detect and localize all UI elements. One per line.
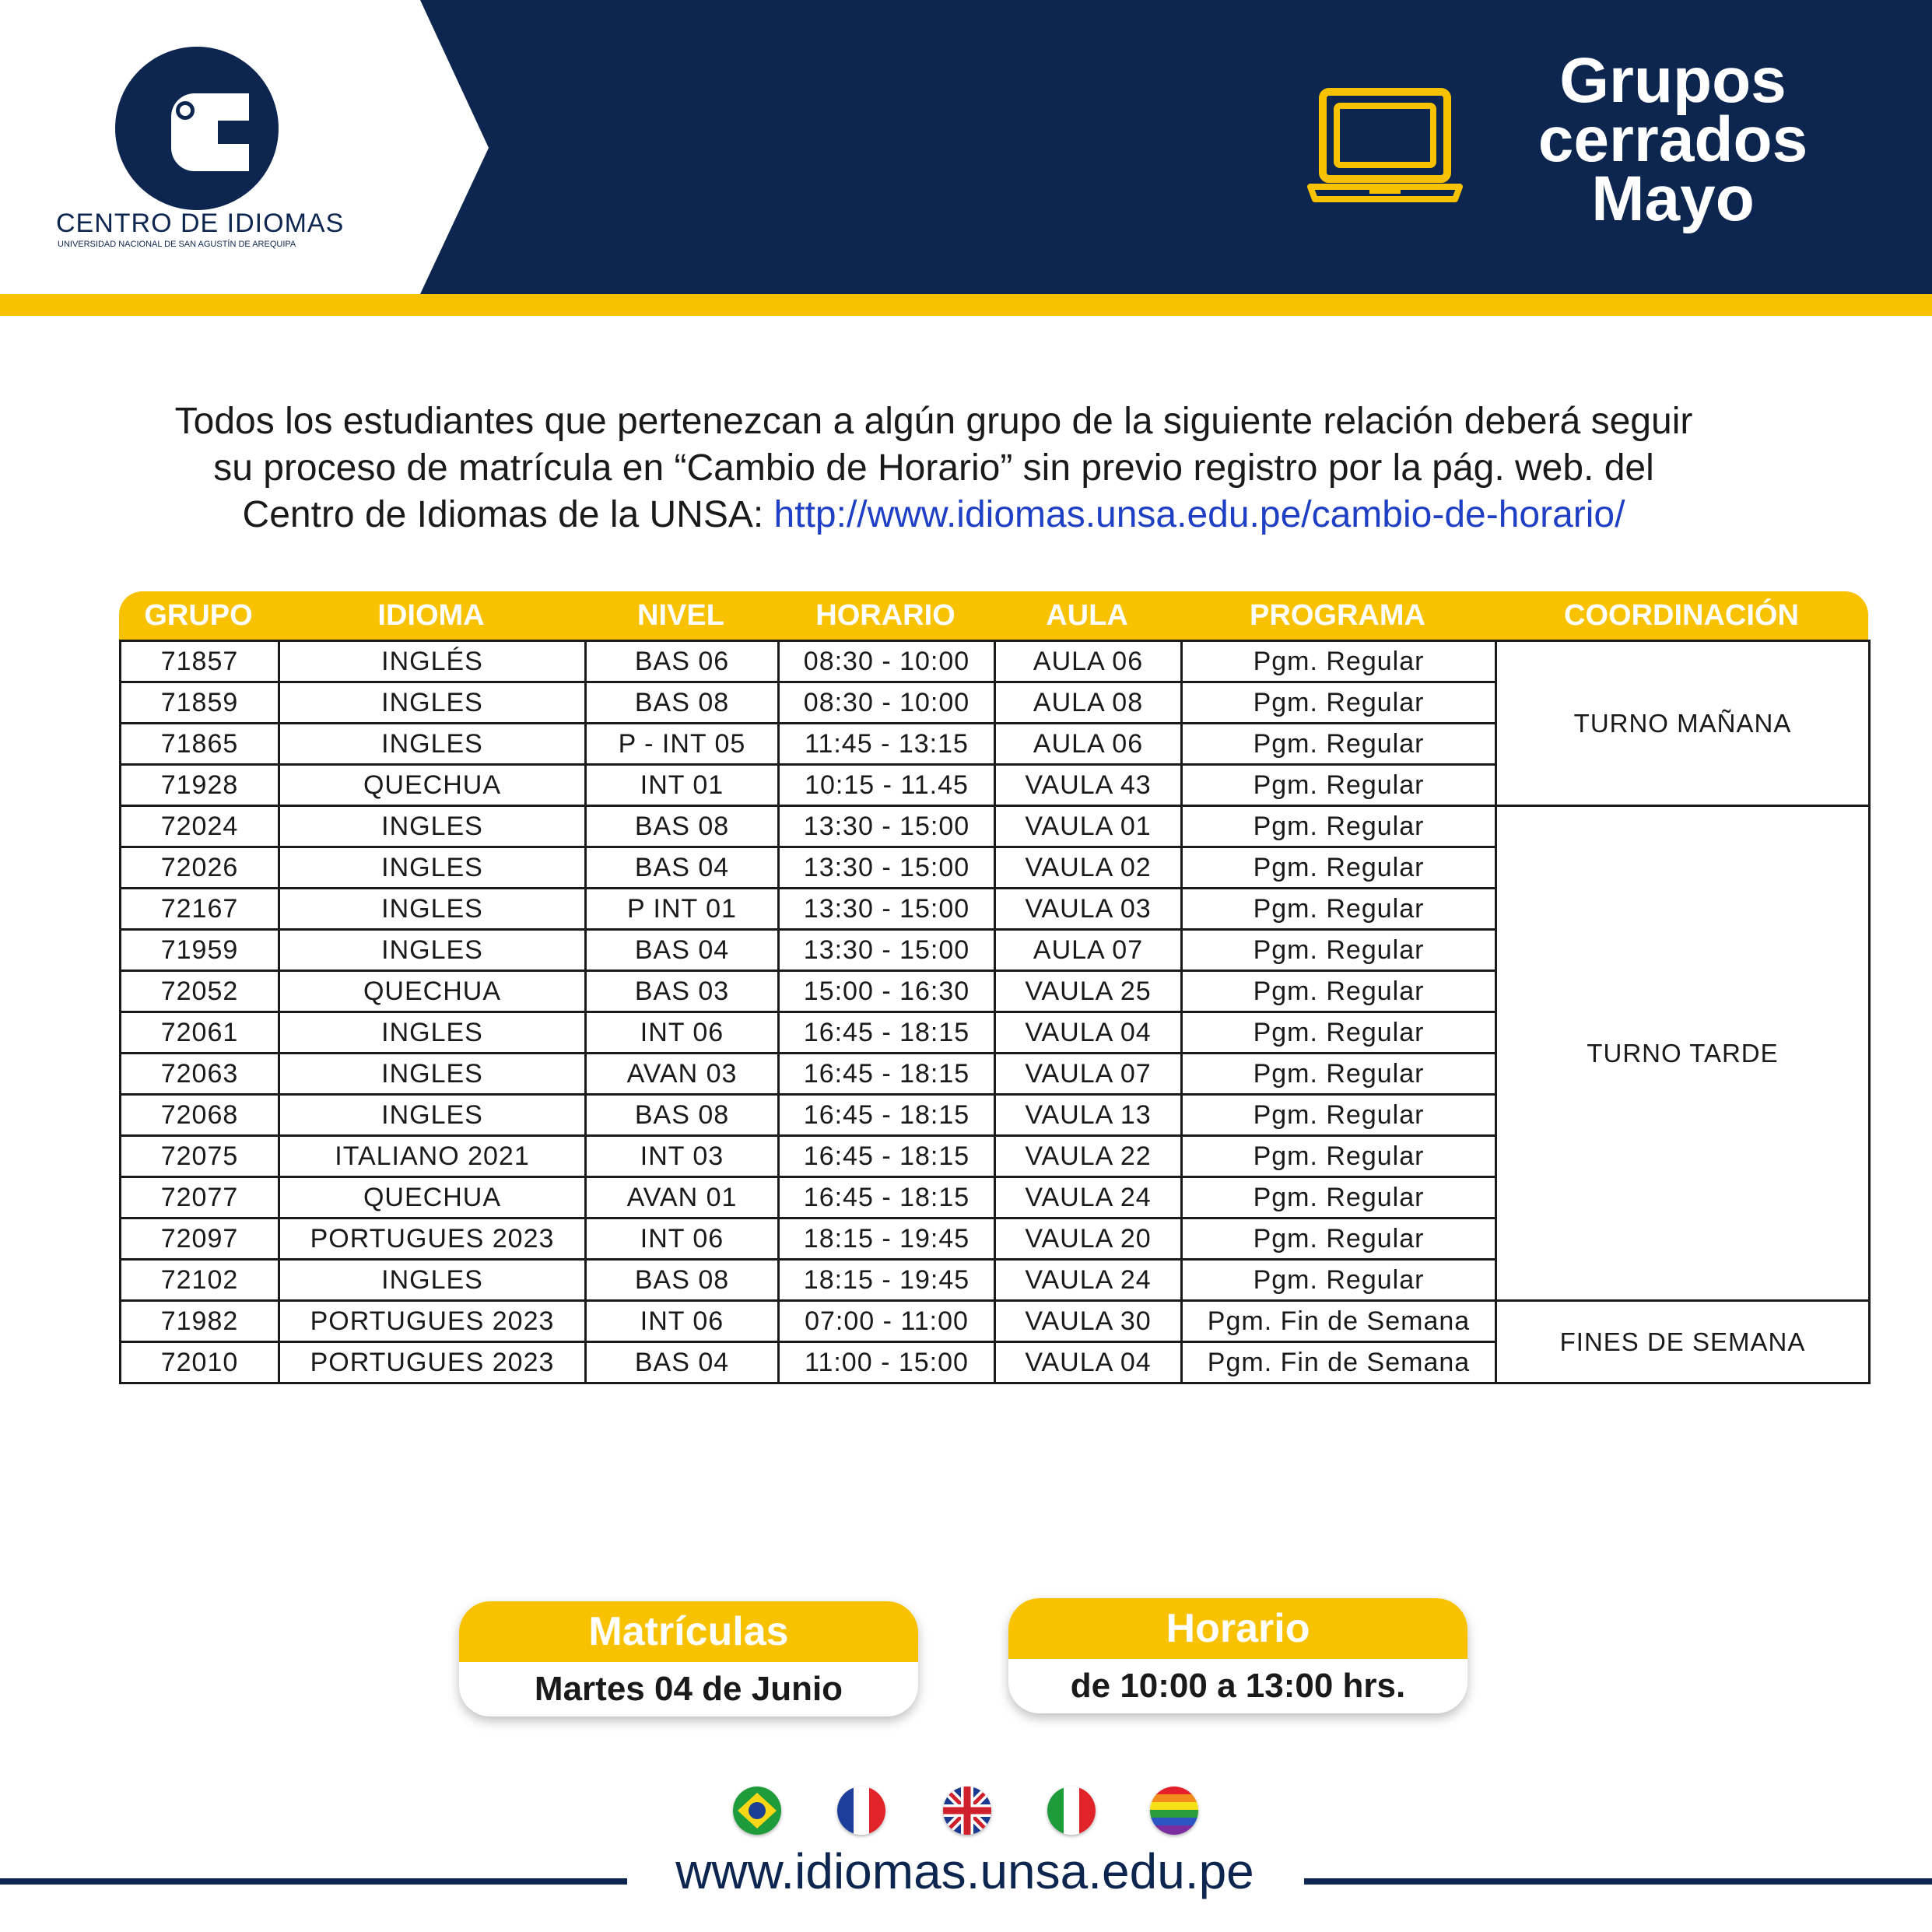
coordination-cell: TURNO TARDE [1496, 806, 1870, 1301]
table-cell: 72024 [121, 806, 279, 847]
column-header: COORDINACIÓN [1564, 599, 1799, 632]
table-cell: 72097 [121, 1218, 279, 1260]
table-cell: ITALIANO 2021 [279, 1136, 586, 1177]
table-row [121, 641, 1870, 682]
horario-card [1008, 1598, 1467, 1713]
logo-subtext: UNIVERSIDAD NACIONAL DE SAN AGUSTÍN DE AREQUIPA [58, 240, 296, 249]
table-cell: INT 06 [586, 1012, 779, 1054]
table-cell: VAULA 07 [995, 1054, 1182, 1095]
table-cell: BAS 04 [586, 847, 779, 889]
table-cell: Pgm. Regular [1182, 1012, 1496, 1054]
table-cell: BAS 04 [586, 1342, 779, 1383]
table-cell: 07:00 - 11:00 [779, 1301, 995, 1342]
table-header [119, 591, 1868, 640]
header-title [1478, 45, 1867, 234]
footer-website-link[interactable]: www.idiomas.unsa.edu.pe [675, 1843, 1254, 1899]
table-cell: QUECHUA [279, 765, 586, 806]
table-cell: 72068 [121, 1095, 279, 1136]
table-cell: BAS 08 [586, 806, 779, 847]
table-cell: QUECHUA [279, 1177, 586, 1218]
table-cell: INGLES [279, 1054, 586, 1095]
table-cell: 13:30 - 15:00 [779, 847, 995, 889]
table-cell: 71857 [121, 641, 279, 682]
table-cell: 13:30 - 15:00 [779, 930, 995, 971]
table-cell: VAULA 43 [995, 765, 1182, 806]
header-banner [0, 0, 1932, 294]
column-header: HORARIO [815, 599, 955, 632]
column-header: IDIOMA [377, 599, 485, 632]
table-cell: BAS 04 [586, 930, 779, 971]
table-cell: 71959 [121, 930, 279, 971]
table-cell: BAS 08 [586, 1260, 779, 1301]
table-cell: Pgm. Regular [1182, 1054, 1496, 1095]
intro-line-3 [93, 492, 1774, 538]
table-cell: VAULA 03 [995, 889, 1182, 930]
table-cell: INGLES [279, 930, 586, 971]
table-cell: Pgm. Regular [1182, 1260, 1496, 1301]
column-header: NIVEL [637, 599, 724, 632]
footer-line-left [0, 1878, 627, 1885]
table-cell: 72063 [121, 1054, 279, 1095]
matriculas-date: Martes 04 de Junio [534, 1670, 843, 1708]
intro-line-3-prefix: Centro de Idiomas de la UNSA: [242, 494, 774, 535]
table-body [119, 640, 1871, 1384]
table-cell: AULA 08 [995, 682, 1182, 724]
table-cell: INT 06 [586, 1218, 779, 1260]
table-cell: INGLES [279, 1260, 586, 1301]
title-line-3: Mayo [1591, 163, 1755, 234]
table-cell: INGLES [279, 847, 586, 889]
table-cell: 13:30 - 15:00 [779, 889, 995, 930]
table-row [121, 806, 1870, 847]
table-cell: 13:30 - 15:00 [779, 806, 995, 847]
table-cell: 72010 [121, 1342, 279, 1383]
intro-line-1: Todos los estudiantes que pertenezcan a algún grupo de la siguiente relación deberá seguir [174, 401, 1693, 442]
table-cell: 71928 [121, 765, 279, 806]
uk-flag-icon [943, 1786, 991, 1835]
table-cell: AULA 06 [995, 641, 1182, 682]
table-cell: 16:45 - 18:15 [779, 1095, 995, 1136]
table-cell: INGLES [279, 1095, 586, 1136]
table-cell: Pgm. Regular [1182, 806, 1496, 847]
logo-c-mark-icon [163, 93, 249, 171]
table-cell: 72052 [121, 971, 279, 1012]
table-cell: INT 06 [586, 1301, 779, 1342]
table-cell: 08:30 - 10:00 [779, 682, 995, 724]
table-cell: VAULA 25 [995, 971, 1182, 1012]
laptop-icon [1307, 87, 1463, 204]
table-cell: 11:45 - 13:15 [779, 724, 995, 765]
france-flag-icon [837, 1786, 885, 1835]
centro-idiomas-logo [47, 39, 358, 265]
table-cell: BAS 03 [586, 971, 779, 1012]
table-cell: Pgm. Fin de Semana [1182, 1301, 1496, 1342]
title-line-1: Grupos [1559, 45, 1786, 116]
table-cell: Pgm. Fin de Semana [1182, 1342, 1496, 1383]
table-cell: AULA 06 [995, 724, 1182, 765]
table-cell: INGLES [279, 806, 586, 847]
table-cell: VAULA 22 [995, 1136, 1182, 1177]
table-cell: Pgm. Regular [1182, 1177, 1496, 1218]
table-cell: INT 03 [586, 1136, 779, 1177]
table-cell: 71865 [121, 724, 279, 765]
table-cell: 71859 [121, 682, 279, 724]
table-cell: 72102 [121, 1260, 279, 1301]
table-cell: AULA 07 [995, 930, 1182, 971]
table-cell: PORTUGUES 2023 [279, 1218, 586, 1260]
table-cell: 72026 [121, 847, 279, 889]
table-cell: Pgm. Regular [1182, 1218, 1496, 1260]
table-cell: VAULA 20 [995, 1218, 1182, 1260]
table-cell: Pgm. Regular [1182, 930, 1496, 971]
table-cell: 72075 [121, 1136, 279, 1177]
table-cell: Pgm. Regular [1182, 682, 1496, 724]
table-cell: P INT 01 [586, 889, 779, 930]
table-cell: 16:45 - 18:15 [779, 1136, 995, 1177]
table-cell: INGLES [279, 1012, 586, 1054]
title-line-2: cerrados [1538, 104, 1808, 175]
table-cell: INGLÉS [279, 641, 586, 682]
table-cell: Pgm. Regular [1182, 889, 1496, 930]
table-cell: 71982 [121, 1301, 279, 1342]
table-cell: VAULA 02 [995, 847, 1182, 889]
column-header: AULA [1046, 599, 1128, 632]
table-cell: 18:15 - 19:45 [779, 1218, 995, 1260]
table-cell: 16:45 - 18:15 [779, 1012, 995, 1054]
table-cell: INGLES [279, 724, 586, 765]
table-cell: PORTUGUES 2023 [279, 1301, 586, 1342]
table-cell: 08:30 - 10:00 [779, 641, 995, 682]
table-cell: VAULA 30 [995, 1301, 1182, 1342]
table-cell: 10:15 - 11.45 [779, 765, 995, 806]
table-cell: BAS 08 [586, 1095, 779, 1136]
table-cell: Pgm. Regular [1182, 1136, 1496, 1177]
table-cell: VAULA 24 [995, 1177, 1182, 1218]
column-header: PROGRAMA [1250, 599, 1425, 632]
table-cell: VAULA 01 [995, 806, 1182, 847]
table-cell: Pgm. Regular [1182, 1095, 1496, 1136]
table-cell: PORTUGUES 2023 [279, 1342, 586, 1383]
table-row [121, 1301, 1870, 1342]
table-cell: INT 01 [586, 765, 779, 806]
rainbow-flag-icon [1150, 1786, 1198, 1835]
intro-text [93, 398, 1774, 538]
table-cell: QUECHUA [279, 971, 586, 1012]
table-cell: 72061 [121, 1012, 279, 1054]
table-cell: P - INT 05 [586, 724, 779, 765]
table-cell: VAULA 04 [995, 1342, 1182, 1383]
table-cell: INGLES [279, 682, 586, 724]
coordination-cell: FINES DE SEMANA [1496, 1301, 1870, 1383]
table-cell: VAULA 13 [995, 1095, 1182, 1136]
brazil-flag-icon [733, 1786, 781, 1835]
matriculas-card [459, 1601, 918, 1716]
table-cell: BAS 08 [586, 682, 779, 724]
table-cell: 11:00 - 15:00 [779, 1342, 995, 1383]
horario-title: Horario [1008, 1598, 1467, 1659]
table-cell: 72167 [121, 889, 279, 930]
table-cell: INGLES [279, 889, 586, 930]
closed-groups-table [119, 591, 1868, 1384]
table-cell: Pgm. Regular [1182, 847, 1496, 889]
table-cell: Pgm. Regular [1182, 641, 1496, 682]
table-cell: 16:45 - 18:15 [779, 1177, 995, 1218]
horario-time: de 10:00 a 13:00 hrs. [1070, 1667, 1406, 1705]
table-cell: 15:00 - 16:30 [779, 971, 995, 1012]
table-cell: Pgm. Regular [1182, 971, 1496, 1012]
table-cell: Pgm. Regular [1182, 765, 1496, 806]
table-cell: VAULA 04 [995, 1012, 1182, 1054]
matriculas-title: Matrículas [459, 1601, 918, 1662]
logo-text: CENTRO DE IDIOMAS [56, 209, 345, 238]
table-cell: VAULA 24 [995, 1260, 1182, 1301]
coordination-cell: TURNO MAÑANA [1496, 641, 1870, 806]
cambio-horario-link[interactable]: http://www.idiomas.unsa.edu.pe/cambio-de-horario/ [773, 494, 1625, 535]
table-cell: AVAN 03 [586, 1054, 779, 1095]
table-cell: 72077 [121, 1177, 279, 1218]
column-header: GRUPO [144, 599, 253, 632]
intro-line-2: su proceso de matrícula en “Cambio de Horario” sin previo registro por la pág. web. del [213, 447, 1654, 489]
footer-line-right [1304, 1878, 1932, 1885]
table-cell: 18:15 - 19:45 [779, 1260, 995, 1301]
table-cell: AVAN 01 [586, 1177, 779, 1218]
table-cell: BAS 06 [586, 641, 779, 682]
table-cell: 16:45 - 18:15 [779, 1054, 995, 1095]
italy-flag-icon [1047, 1786, 1096, 1835]
table-cell: Pgm. Regular [1182, 724, 1496, 765]
header-yellow-band [0, 294, 1932, 316]
